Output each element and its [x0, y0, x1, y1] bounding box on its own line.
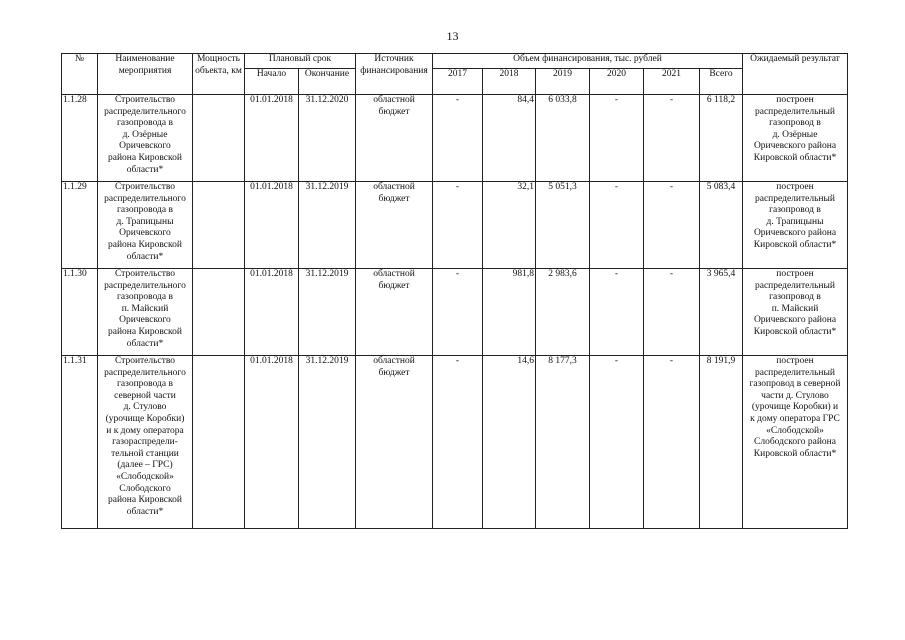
row-2021: -	[644, 356, 700, 529]
header-row-1	[62, 54, 848, 69]
header-planned-term: Плановый срок	[245, 54, 356, 69]
row-num: 1.1.28	[62, 95, 98, 182]
row-2021: -	[644, 269, 700, 356]
row-source: областной бюджет	[356, 356, 433, 529]
row-2019: 2 983,6	[536, 269, 590, 356]
row-num: 1.1.31	[62, 356, 98, 529]
row-end: 31.12.2019	[299, 356, 356, 529]
row-result: построен распределительный газопровод в северной части д. Стулово (урочище Коробки) и к дому оператора ГРС «Слободской» Слободского района Кировской области*	[743, 356, 848, 529]
row-2019: 6 033,8	[536, 95, 590, 182]
row-2017: -	[433, 269, 483, 356]
row-end: 31.12.2019	[299, 182, 356, 269]
row-name: Строительство распределительного газопровода в п. Майский Оричевского района Кировской области*	[98, 269, 193, 356]
row-end: 31.12.2020	[299, 95, 356, 182]
header-end: Окончание	[299, 69, 356, 95]
row-2020: -	[590, 356, 644, 529]
row-start: 01.01.2018	[245, 356, 299, 529]
row-result: построен распределительный газопровод в д. Трапицыны Оричевского района Кировской области*	[743, 182, 848, 269]
header-funding: Объем финансирования, тыс. рублей	[433, 54, 743, 69]
table-row	[62, 269, 848, 356]
row-2020: -	[590, 182, 644, 269]
row-2018: 84,4	[483, 95, 536, 182]
header-year-2021: 2021	[644, 69, 700, 95]
row-total: 8 191,9	[700, 356, 743, 529]
row-start: 01.01.2018	[245, 269, 299, 356]
row-start: 01.01.2018	[245, 182, 299, 269]
row-2018: 981,8	[483, 269, 536, 356]
header-year-2020: 2020	[590, 69, 644, 95]
row-capacity	[193, 356, 245, 529]
row-total: 5 083,4	[700, 182, 743, 269]
row-2017: -	[433, 95, 483, 182]
row-name: Строительство распределительного газопровода в северной части д. Стулово (урочище Коробки) и к дому оператора газораспредели- тельной станции (далее – ГРС) «Слободской» Слободского района Кировской области*	[98, 356, 193, 529]
row-source: областной бюджет	[356, 269, 433, 356]
row-2018: 32,1	[483, 182, 536, 269]
row-source: областной бюджет	[356, 182, 433, 269]
table-row	[62, 356, 848, 529]
row-2019: 5 051,3	[536, 182, 590, 269]
header-year-2019: 2019	[536, 69, 590, 95]
table-row	[62, 95, 848, 182]
table-row	[62, 182, 848, 269]
row-capacity	[193, 182, 245, 269]
row-result: построен распределительный газопровод в п. Майский Оричевского района Кировской области*	[743, 269, 848, 356]
header-source: Источник финансирования	[356, 54, 433, 95]
row-start: 01.01.2018	[245, 95, 299, 182]
row-end: 31.12.2019	[299, 269, 356, 356]
row-source: областной бюджет	[356, 95, 433, 182]
header-num: №	[62, 54, 98, 95]
row-2020: -	[590, 95, 644, 182]
header-result: Ожидаемый результат	[743, 54, 848, 95]
page-number: 13	[446, 29, 459, 43]
header-year-2017: 2017	[433, 69, 483, 95]
row-capacity	[193, 269, 245, 356]
row-2017: -	[433, 356, 483, 529]
row-2021: -	[644, 95, 700, 182]
header-name: Наименование мероприятия	[98, 54, 193, 95]
row-2021: -	[644, 182, 700, 269]
row-name: Строительство распределительного газопровода в д. Трапицыны Оричевского района Кировской области*	[98, 182, 193, 269]
header-capacity: Мощность объекта, км	[193, 54, 245, 95]
row-result: построен распределительный газопровод в д. Озёрные Оричевского района Кировской области*	[743, 95, 848, 182]
header-start: Начало	[245, 69, 299, 95]
row-num: 1.1.30	[62, 269, 98, 356]
row-name: Строительство распределительного газопровода в д. Озёрные Оричевского района Кировской области*	[98, 95, 193, 182]
header-total: Всего	[700, 69, 743, 95]
funding-table	[61, 53, 848, 529]
row-2019: 8 177,3	[536, 356, 590, 529]
row-2018: 14,6	[483, 356, 536, 529]
row-2017: -	[433, 182, 483, 269]
row-num: 1.1.29	[62, 182, 98, 269]
header-year-2018: 2018	[483, 69, 536, 95]
row-capacity	[193, 95, 245, 182]
row-total: 6 118,2	[700, 95, 743, 182]
row-2020: -	[590, 269, 644, 356]
row-total: 3 965,4	[700, 269, 743, 356]
